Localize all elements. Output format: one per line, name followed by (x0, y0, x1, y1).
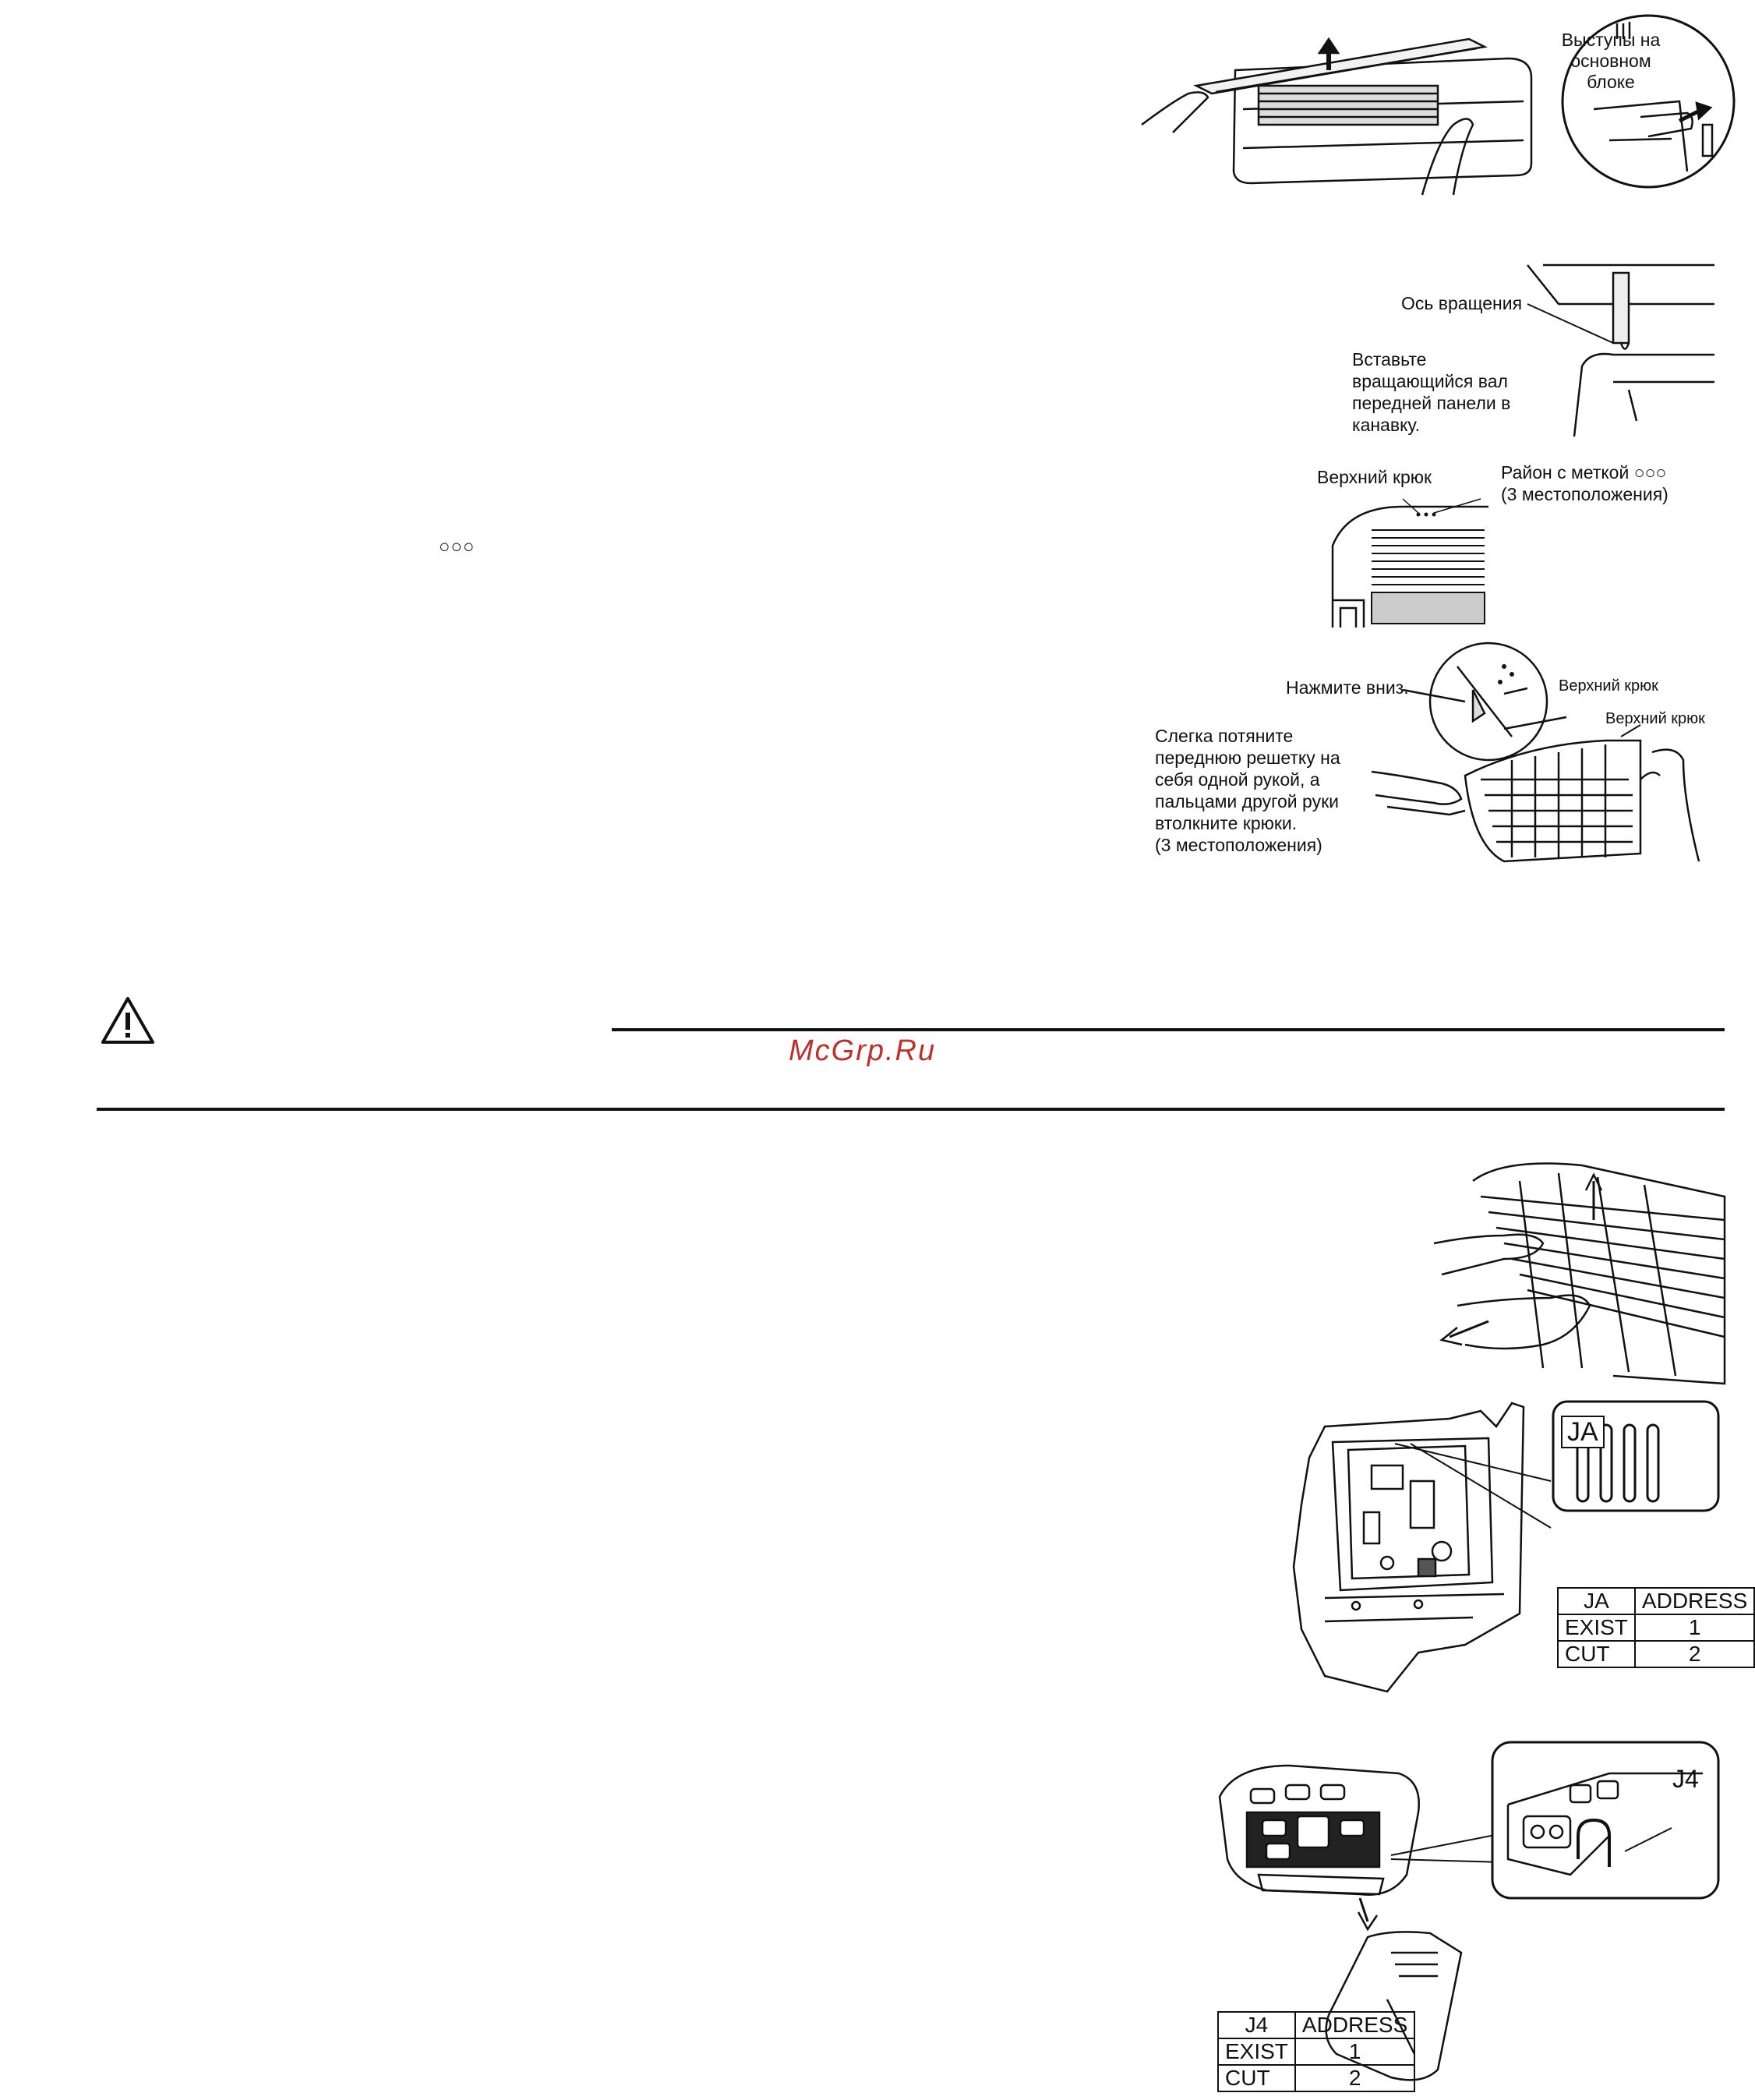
mark-area-line2: (3 местоположения) (1501, 484, 1668, 504)
ja-table-header: ADDRESS (1635, 1588, 1754, 1614)
ja-table-row (1558, 1641, 1754, 1667)
j4-table-cell: 2 (1295, 2065, 1414, 2091)
figure-upper-hook-positions (1325, 499, 1496, 631)
j4-table-cell: 1 (1295, 2038, 1414, 2065)
grille-instruction-line: (3 местоположения) (1155, 835, 1322, 855)
j4-table-cell: EXIST (1218, 2038, 1295, 2065)
j4-table-header: ADDRESS (1295, 2012, 1414, 2038)
ja-table-header: JA (1558, 1588, 1635, 1614)
section-divider (97, 1108, 1725, 1111)
ja-table-row (1558, 1614, 1754, 1641)
ja-table-cell: 2 (1635, 1641, 1754, 1667)
grille-hooks-illustration (1372, 643, 1714, 869)
rotation-axis-label: Ось вращения (1401, 293, 1523, 313)
j4-table-cell: CUT (1218, 2065, 1295, 2091)
ja-address-table (1557, 1587, 1755, 1668)
press-down-label: Нажмите вниз. (1286, 677, 1409, 698)
j4-table-row (1218, 2038, 1414, 2065)
j4-table-header: J4 (1218, 2012, 1295, 2038)
j4-table-row (1218, 2065, 1414, 2091)
insert-shaft-line: канавку. (1352, 415, 1420, 435)
mark-symbols: ○○○ (439, 536, 475, 557)
ja-jumper-label: JA (1561, 1416, 1605, 1448)
watermark: McGrp.Ru (789, 1034, 937, 1067)
hook-positions-illustration (1325, 499, 1496, 631)
j4-jumper-label: J4 (1672, 1765, 1699, 1793)
ja-table-header-row (1558, 1588, 1754, 1614)
ja-table-cell: EXIST (1558, 1614, 1635, 1641)
j4-table-header-row (1218, 2012, 1414, 2038)
grille-instruction-line: себя одной рукой, а (1155, 769, 1320, 790)
grille-instructions (1155, 725, 1340, 856)
axis-leader-line (1527, 296, 1621, 351)
ja-table-cell: 1 (1635, 1614, 1754, 1641)
upper-hook-label: Верхний крюк (1317, 467, 1432, 487)
callout-protrusions-label: Выступы на основном блоке (1561, 30, 1661, 92)
figure-grille-hooks (1372, 643, 1714, 869)
upper-hook-label-2: Верхний крюк (1605, 710, 1705, 727)
caution-rule (612, 1028, 1725, 1031)
grille-instruction-line: втолкните крюки. (1155, 813, 1298, 833)
j4-address-table (1217, 2011, 1415, 2092)
warning-icon (100, 995, 156, 1045)
grille-instruction-line: Слегка потяните (1155, 726, 1294, 746)
upper-hook-label-1: Верхний крюк (1559, 677, 1658, 695)
ja-table-cell: CUT (1558, 1641, 1635, 1667)
mark-area-line1: Район с меткой ○○○ (1501, 462, 1667, 483)
insert-shaft-line: вращающийся вал (1352, 371, 1508, 391)
insert-shaft-instruction (1352, 348, 1510, 436)
figure-remove-filter (1426, 1150, 1725, 1384)
insert-shaft-line: Вставьте (1352, 349, 1427, 369)
grille-instruction-line: переднюю решетку на (1155, 748, 1340, 768)
insert-shaft-line: передней панели в (1352, 393, 1511, 413)
grille-instruction-line: пальцами другой руки (1155, 791, 1339, 811)
remove-filter-illustration (1426, 1150, 1725, 1384)
